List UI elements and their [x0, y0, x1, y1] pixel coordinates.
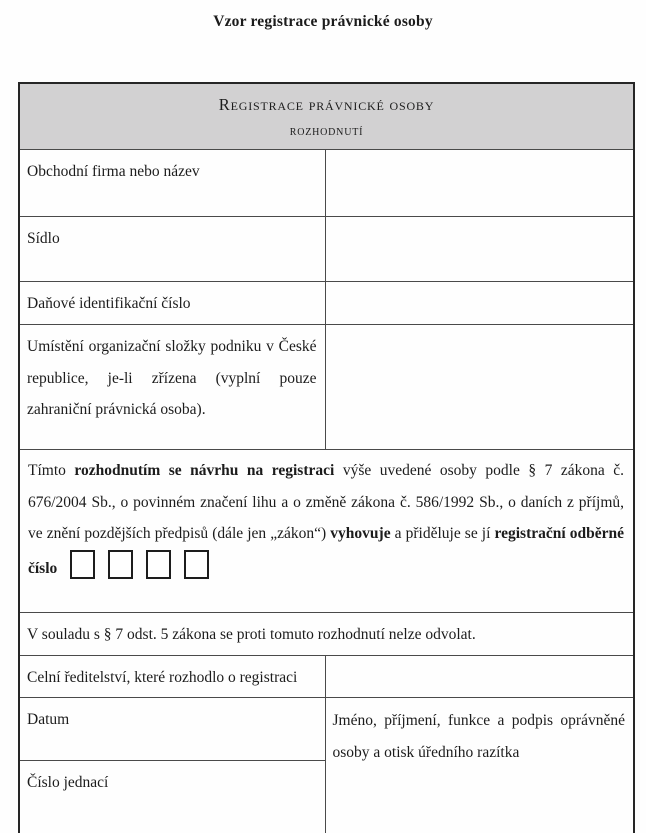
value-cell-tax-id	[325, 282, 634, 325]
label-file-number: Číslo jednací	[19, 761, 325, 833]
form-header-cell	[19, 83, 634, 150]
label-date: Datum	[19, 698, 325, 761]
decision-text-bold-3: registrační odběrné číslo	[28, 525, 625, 578]
registration-number-boxes	[57, 560, 209, 577]
registration-form-table	[18, 82, 635, 833]
label-customs-directorate: Celní ředitelství, které rozhodlo o registraci	[19, 655, 325, 698]
table-row	[19, 150, 634, 217]
appeal-note-row	[19, 612, 634, 655]
decision-paragraph	[19, 449, 634, 612]
label-tax-id: Daňové identifikační číslo	[19, 282, 325, 325]
table-row	[19, 282, 634, 325]
label-business-name: Obchodní firma nebo název	[19, 150, 325, 217]
document-title: Vzor registrace právnické osoby	[213, 13, 433, 30]
decision-text-lead: Tímto	[28, 461, 75, 479]
table-row	[19, 217, 634, 282]
value-cell-registered-office	[325, 217, 634, 282]
form-header-row	[19, 83, 634, 150]
table-row	[19, 655, 634, 698]
form-header-subtitle: rozhodnutí	[289, 123, 364, 139]
table-row	[19, 698, 634, 761]
value-cell-customs-directorate	[325, 655, 634, 698]
decision-text-bold-1: rozhodnutím se návrhu na registraci	[74, 461, 335, 479]
registration-number-box-1	[70, 550, 95, 579]
decision-text-bold-2: vyhovuje	[330, 525, 391, 543]
decision-paragraph-row	[19, 449, 634, 612]
registration-number-box-4	[184, 550, 209, 579]
registration-number-box-3	[146, 550, 171, 579]
value-cell-business-name	[325, 150, 634, 217]
appeal-note: V souladu s § 7 odst. 5 zákona se proti tomuto rozhodnutí nelze odvolat.	[19, 612, 634, 655]
decision-text-middle: výše uvedené osoby podle § 7 zákona č. 676/2004 Sb., o povinném značení lihu a o změně zákona č. 586/1992 Sb., o daních z příjmů, ve znění pozdějších předpisů (dále jen „zákon“)	[28, 461, 624, 543]
value-cell-branch-location	[325, 324, 634, 449]
form-header-title: Registrace právnické osoby	[218, 95, 435, 114]
table-row	[19, 324, 634, 449]
decision-text-connector: a přiděluje se jí	[390, 525, 495, 543]
label-registered-office: Sídlo	[19, 217, 325, 282]
registration-number-box-2	[108, 550, 133, 579]
label-signature: Jméno, příjmení, funkce a podpis oprávněné osoby a otisk úředního razítka	[325, 698, 634, 833]
label-branch-location: Umístění organizační složky podniku v České republice, je-li zřízena (vyplní pouze zahraniční právnická osoba).	[19, 324, 325, 449]
